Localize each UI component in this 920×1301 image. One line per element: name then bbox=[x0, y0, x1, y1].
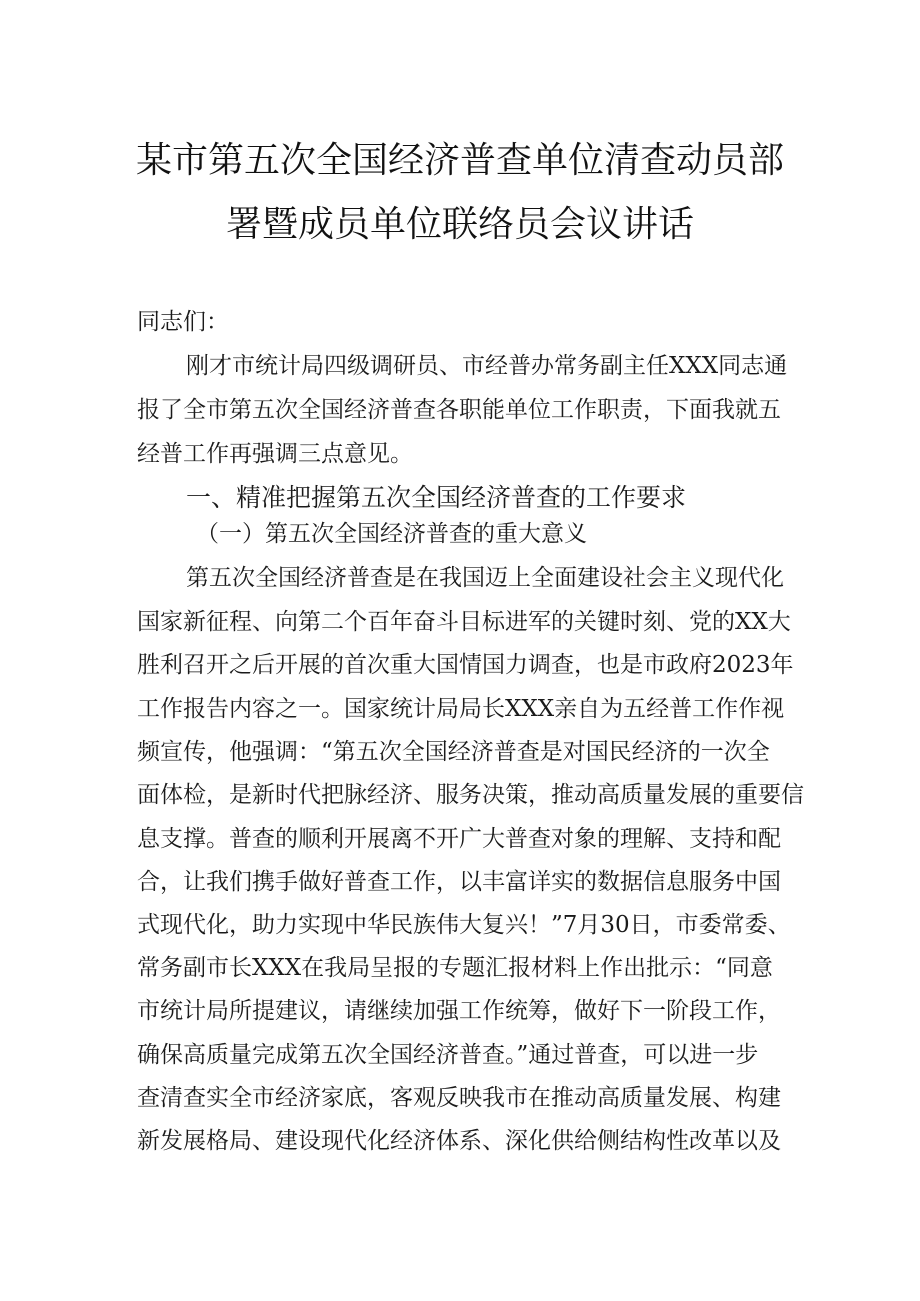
subsection-heading-text: （一）第五次全国经济普查的重大意义 bbox=[196, 521, 587, 547]
paragraph-line-text: 第五次全国经济普查是在我国迈上全面建设社会主义现代化 bbox=[186, 565, 784, 591]
paragraph-line-text: 面体检，是新时代把脉经济、服务决策，推动高质量发展的重要信 bbox=[137, 782, 804, 808]
paragraph-line-text: 息支撑。普查的顺利开展离不开广大普查对象的理解、支持和配 bbox=[137, 826, 781, 852]
paragraph-line-text: 胜利召开之后开展的首次重大国情国力调查，也是市政府2023年 bbox=[137, 652, 794, 678]
document-title-line-2: 署暨成员单位联络员会议讲话 bbox=[225, 204, 694, 245]
paragraph-line-text: 确保高质量完成第五次全国经济普查。”通过普查，可以进一步 bbox=[137, 1042, 759, 1068]
paragraph-line-text: 报了全市第五次全国经济普查各职能单位工作职责，下面我就五 bbox=[137, 397, 781, 423]
document-title-line-1: 某市第五次全国经济普查单位清查动员部 bbox=[135, 140, 784, 181]
paragraph-line-text: 经普工作再强调三点意见。 bbox=[137, 441, 413, 467]
paragraph-line-text: 工作报告内容之一。国家统计局局长XXX亲自为五经普工作作视 bbox=[137, 696, 785, 722]
salutation-text: 同志们： bbox=[137, 309, 229, 335]
paragraph-line-text: 查清查实全市经济家底，客观反映我市在推动高质量发展、构建 bbox=[137, 1085, 781, 1111]
paragraph-line-text: 刚才市统计局四级调研员、市经普办常务副主任XXX同志通 bbox=[186, 353, 788, 379]
paragraph-line-text: 常务副市长XXX在我局呈报的专题汇报材料上作出批示：“同意 bbox=[137, 955, 773, 981]
paragraph-line-text: 市统计局所提建议，请继续加强工作统筹，做好下一阶段工作， bbox=[137, 998, 781, 1024]
paragraph-line-text: 合，让我们携手做好普查工作，以丰富详实的数据信息服务中国 bbox=[137, 869, 781, 895]
section-heading-text: 一、精准把握第五次全国经济普查的工作要求 bbox=[186, 483, 687, 512]
paragraph-line-text: 国家新征程、向第二个百年奋斗目标进军的关键时刻、党的XX大 bbox=[137, 609, 791, 635]
paragraph-line-text: 式现代化，助力实现中华民族伟大复兴！”7月30日，市委常委、 bbox=[137, 912, 791, 938]
paragraph-line-text: 新发展格局、建设现代化经济体系、深化供给侧结构性改革以及 bbox=[137, 1128, 781, 1154]
paragraph-line-text: 频宣传，他强调：“第五次全国经济普查是对国民经济的一次全 bbox=[137, 739, 770, 765]
